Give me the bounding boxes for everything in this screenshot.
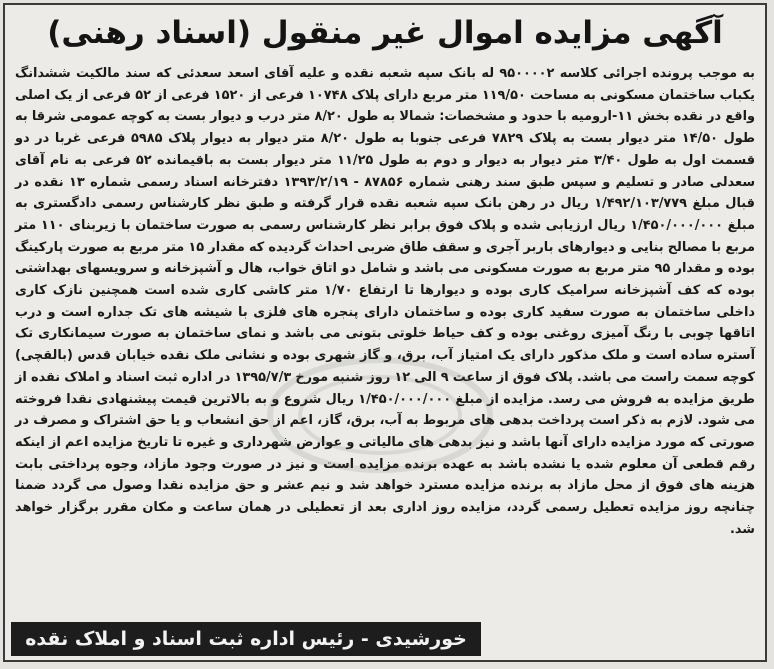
signature-text: خورشیدی - رئیس اداره ثبت اسناد و املاک نقده — [25, 628, 467, 650]
notice-body-text: به موجب پرونده اجرائی کلاسه ۹۵۰۰۰۰۲ له بانک سپه شعبه نقده و علیه آقای اسعد سعدئی که سند مالکیت ششدانگ یکباب ساختمان مسکونی به مساحت ۱۱۹/۵۰ متر مربع دارای پلاک ۱۰۷۴۸ فرعی از ۱۵۲۰ فرعی از ۵۲ فرعی از یک اصلی واقع در نقده بخش ۱۱-ارومیه با حدود و مشخصات: شمالا به طول ۸/۲۰ متر درب و دیوار بست به کوچه عمومی شرقا به طول ۱۴/۵۰ متر دیوار بست به پلاک ۷۸۲۹ فرعی جنوبا به طول ۸/۲۰ متر دیوار به دیوار پلاک ۵۹۸۵ فرعی غربا در دو قسمت اول به طول ۳/۴۰ متر دیوار به دیوار و دوم به طول ۱۱/۲۵ متر دیوار بست به باقیمانده ۵۲ فرعی به نام آقای سعدلی صادر و تسلیم و سپس طبق سند رهنی شماره ۸۷۸۵۶ - ۱۳۹۳/۲/۱۹ دفترخانه اسناد رسمی شماره ۱۳ نقده در قبال مبلغ ۱/۴۹۲/۱۰۳/۷۷۹ ریال در رهن بانک سپه شعبه نقده قرار گرفته و طبق نظر کارشناس رسمی دادگستری به مبلغ ۱/۴۵۰/۰۰۰/۰۰۰ ریال ارزیابی شده و پلاک فوق برابر نظر کارشناس رسمی به صورت ساختمان با زیربنای ۱۱۰ متر مربع با مصالح بنایی و دیوارهای باربر آجری و سقف طاق ضربی احداث گردیده که مقدار ۱۵ متر مربع به صورت پارکینگ بوده و مقدار ۹۵ متر مربع به صورت مسکونی می باشد و شامل دو اتاق خواب، هال و آشپزخانه و سرویسهای بهداشتی بوده که کف آشپزخانه سرامیک کاری بوده و دیوارها تا ارتفاع ۱/۷۰ متر کاشی کاری شده است همچنین نازک کاری داخلی ساختمان به صورت سفید کاری بوده و ساختمان دارای پنجره های فلزی با شیشه های تک جداره است و درب اتاقها چوبی با رنگ آمیزی روغنی بوده و کف حیاط خلوتی بتونی می باشد و نمای ساختمان به صورت سیمانکاری تک آستره ساده است و ملک مذکور دارای یک امتیاز آب، برق، و گاز شهری بوده و نشانی ملک نقده خیابان قدس (بالقچی) کوچه سمت راست می باشد. پلاک فوق از ساعت ۹ الی ۱۲ روز شنبه مورخ ۱۳۹۵/۷/۳ در اداره ثبت اسناد و املاک نقده از طریق مزایده به فروش می رسد. مزایده از مبلغ ۱/۴۵۰/۰۰۰/۰۰۰ ریال شروع و به بالاترین قیمت پیشنهادی نقدا فروخته می شود. لازم به ذکر است پرداخت بدهی های مربوط به آب، برق، گاز، اعم از حق انشعاب و یا حق اشتراک و مصرف در صورتی که مورد مزایده دارای آنها باشد و نیز بدهی های مالیاتی و عوارض شهرداری و غیره تا تاریخ مزایده اعم از اینکه رقم قطعی آن معلوم شده یا نشده باشد به عهده برنده مزایده است و نیز در صورت وجود مازاد، وجوه پرداختی بابت هزینه های فوق از محل مازاد به برنده مزایده مسترد خواهد شد و نیم عشر و حق مزایده نقدا وصول می گردد ضمنا چنانچه روز مزایده تعطیل رسمی گردد، مزایده روز اداری بعد از تعطیلی در همان ساعت و مکان مقرر برگزار خواهد شد. — [15, 66, 756, 537]
notice-box — [3, 3, 767, 662]
notice-title: آگهی مزایده اموال غیر منقول (اسناد رهنی) — [47, 15, 723, 51]
signature-bar — [11, 622, 481, 656]
